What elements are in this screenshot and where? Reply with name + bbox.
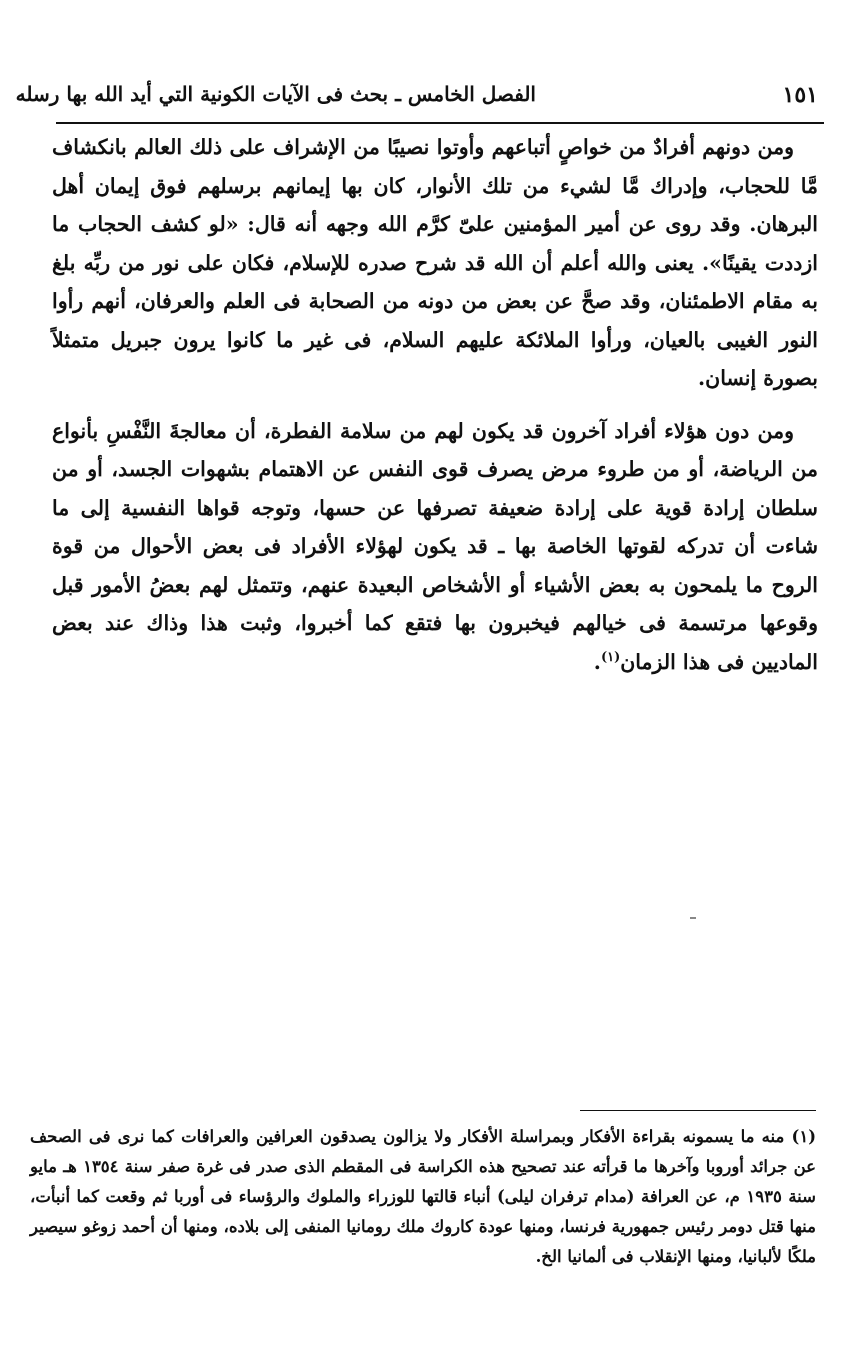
main-text — [52, 128, 818, 681]
paragraph-2-end: . — [593, 649, 601, 674]
header-rule — [56, 122, 824, 124]
footnote-1: (١) منه ما يسمونه بقراءة الأفكار وبمراسلة الأفكار ولا يزالون يصدقون العرافين والعرافات كما نرى فى الصحف عن جرائد أوروبا وآخرها ما قرأته عند تصحيح هذه الكراسة فى المقطم الذى صدر فى غرة صفر سنة ١٣٥٤ هـ مايو سنة ١٩٣٥ م، عن العرافة (مدام ترفران ليلى) أنباء قالتها للوزراء والملوك والرؤساء فى أوربا ثم وقعت كما أنبأت، منها قتل دومر رئيس جمهورية فرنسا، ومنها عودة كاروك ملك رومانيا المنفى إلى بلاده، ومنها أن أحمد زوغو سيصير ملكًا لألبانيا، ومنها الإنقلاب فى ألمانيا الخ. — [30, 1127, 816, 1266]
scan-speck — [690, 917, 696, 919]
page-number: ١٥١ — [782, 82, 818, 108]
footnotes — [30, 1122, 816, 1272]
footnote-rule — [580, 1110, 816, 1111]
paragraph-2-text: ومن دون هؤلاء أفراد آخرون قد يكون لهم من سلامة الفطرة، أن معالجةَ النَّفْسِ بأنواع من الرياضة، أو من طروء مرض يصرف قوى النفس عن الاهتمام بشهوات الجسد، أو من سلطان إرادة قوية على إرادة ضعيفة تصرفها عن حسها، وتوجه قواها النفسية إلى ما شاءت أن تدركه لقوتها الخاصة بها ـ قد يكون لهؤلاء الأفراد فى بعض الأحوال من قوة الروح ما يلمحون به بعض الأشياء أو الأشخاص البعيدة عنهم، وتتمثل لهم بعضُ الأمور قبل وقوعها مرتسمة فى خيالهم فيخبرون بها فتقع كما أخبروا، وثبت هذا وذاك عند بعض الماديين فى هذا الزمان — [52, 418, 818, 674]
paragraph-1: ومن دونهم أفرادٌ من خواصٍ أتباعهم وأوتوا نصيبًا من الإشراف على ذلك العالم بانكشاف مَّا للحجاب، وإدراك مَّا لشيء من تلك الأنوار، كان بها إيمانهم برسلهم فوق إيمان أهل البرهان. وقد روى عن أمير المؤمنين علىّ كرَّم الله وجهه أنه قال: «لو كشف الحجاب ما ازددت يقينًا». يعنى والله أعلم أن الله قد شرح صدره للإسلام، فكان على نور من ربِّه بلغ به مقام الاطمئنان، وقد صحَّ عن بعض من دونه من الصحابة فى العلم والعرفان، أنهم رأوا النور الغيبى بالعيان، ورأوا الملائكة عليهم السلام، فى غير ما كانوا يرون جبريل متمثلاً بصورة إنسان. — [52, 135, 818, 390]
running-header — [15, 78, 824, 118]
footnote-reference: (١) — [600, 649, 621, 665]
paragraph-2 — [52, 412, 818, 682]
chapter-title: الفصل الخامس ـ بحث فى الآيات الكونية التي أيد الله بها رسله — [15, 82, 536, 106]
